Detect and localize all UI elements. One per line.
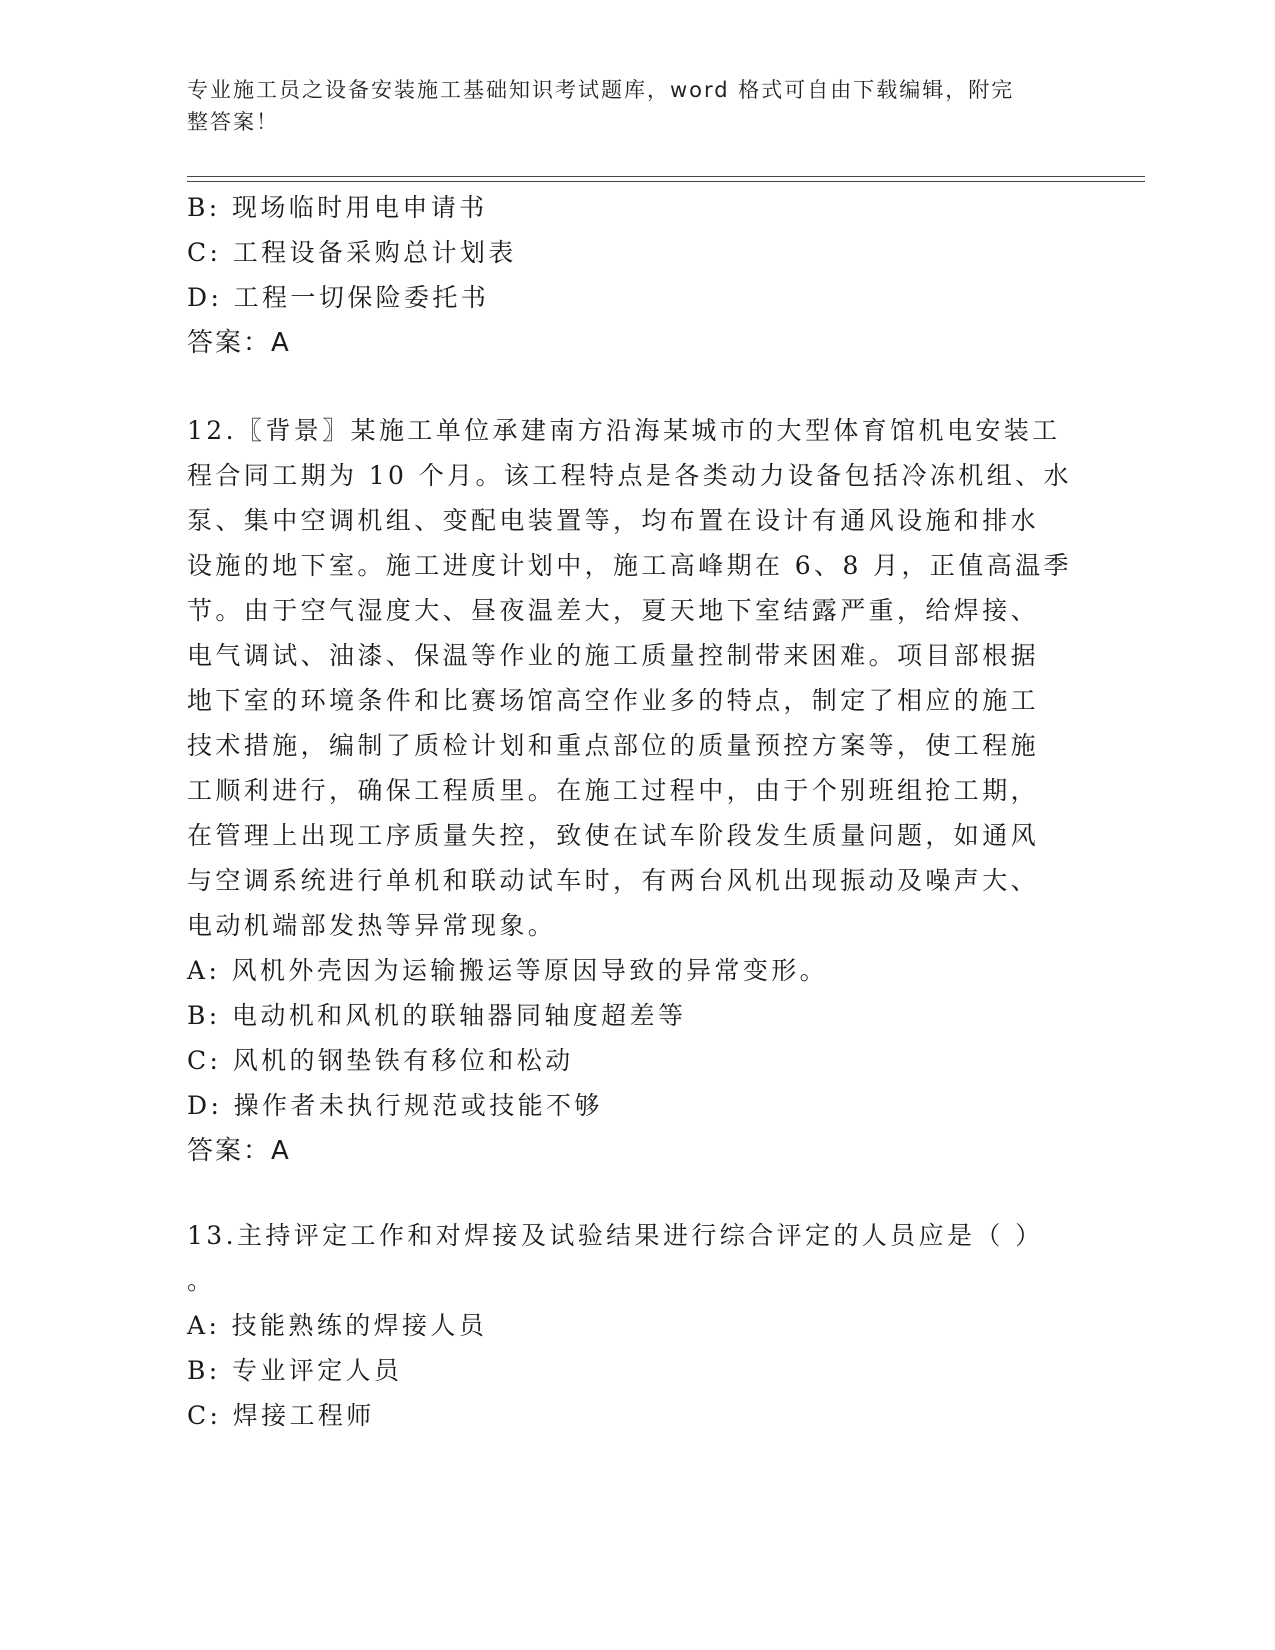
q12-stem-line: 在管理上出现工序质量失控，致使在试车阶段发生质量问题，如通风	[187, 821, 1040, 850]
header-divider-top	[187, 176, 1145, 177]
q12-option-b: B: 电动机和风机的联轴器同轴度超差等	[187, 1001, 687, 1030]
header-line-1: 专业施工员之设备安装施工基础知识考试题库，word 格式可自由下载编辑，附完	[187, 78, 1015, 102]
q12-stem-line: 设施的地下室。施工进度计划中，施工高峰期在 6、8 月，正值高温季	[187, 551, 1072, 580]
header-line-2: 整答案！	[187, 110, 279, 134]
q11-option-d: D: 工程一切保险委托书	[187, 283, 490, 312]
q13-option-b: B: 专业评定人员	[187, 1356, 403, 1385]
q13-option-c: C: 焊接工程师	[187, 1401, 375, 1430]
q12-option-c: C: 风机的钢垫铁有移位和松动	[187, 1046, 574, 1075]
q12-stem-line: 泵、集中空调机组、变配电装置等，均布置在设计有通风设施和排水	[187, 506, 1040, 535]
q11-option-b: B: 现场临时用电申请书	[187, 193, 488, 222]
q12-stem-line: 程合同工期为 10 个月。该工程特点是各类动力设备包括冷冻机组、水	[187, 461, 1072, 490]
q12-stem-line: 工顺利进行，确保工程质里。在施工过程中，由于个别班组抢工期，	[187, 776, 1040, 805]
q13-stem-line: 13.主持评定工作和对焊接及试验结果进行综合评定的人员应是（ ）	[187, 1221, 1044, 1250]
header-divider-bottom	[187, 181, 1145, 182]
document-header	[187, 74, 1067, 138]
q12-stem-line: 12.〖背景〗某施工单位承建南方沿海某城市的大型体育馆机电安装工	[187, 416, 1061, 445]
q12-stem-line: 节。由于空气湿度大、昼夜温差大，夏天地下室结露严重，给焊接、	[187, 596, 1040, 625]
q12-stem-line: 地下室的环境条件和比赛场馆高空作业多的特点，制定了相应的施工	[187, 686, 1040, 715]
q12-option-a: A: 风机外壳因为运输搬运等原因导致的异常变形。	[187, 956, 829, 985]
q13-option-a: A: 技能熟练的焊接人员	[187, 1311, 488, 1340]
q13-stem-line: 。	[187, 1266, 216, 1295]
q12-option-d: D: 操作者未执行规范或技能不够	[187, 1091, 603, 1120]
q12-stem-line: 电动机端部发热等异常现象。	[187, 911, 557, 940]
q12-stem-line: 电气调试、油漆、保温等作业的施工质量控制带来困难。项目部根据	[187, 641, 1040, 670]
q12-stem-line: 与空调系统进行单机和联动试车时，有两台风机出现振动及噪声大、	[187, 866, 1040, 895]
q12-answer: 答案：A	[187, 1136, 291, 1166]
q12-stem-line: 技术措施，编制了质检计划和重点部位的质量预控方案等，使工程施	[187, 731, 1040, 760]
q11-option-c: C: 工程设备采购总计划表	[187, 238, 517, 267]
q11-answer: 答案：A	[187, 328, 291, 358]
